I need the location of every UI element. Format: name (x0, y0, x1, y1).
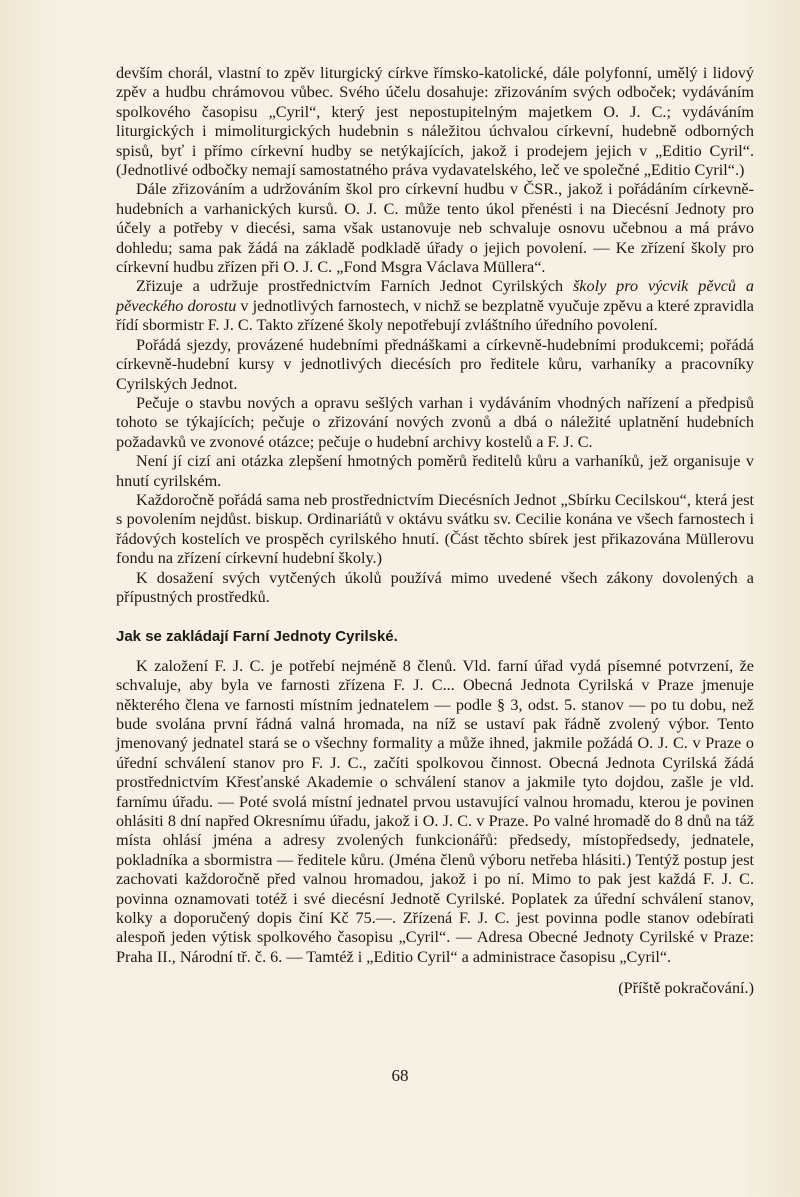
paragraph-means: K dosažení svých vytčených úkolů používá mimo uvedené všech zákony dovolených a přípustných prostředků. (116, 568, 754, 606)
paragraph-congresses: Pořádá sjezdy, provázené hudebními přednáškami a církevně-hudebními produkcemi; pořádá církevně-hudební kursy v jednotlivých diecésích pro ředitele kůru, varhaníky a pracovníky Cyrilských Jednot. (116, 335, 754, 393)
paragraph-wages: Není jí cizí ani otázka zlepšení hmotných poměrů ředitelů kůru a varhaníků, jež organisuje v hnutí cyrilském. (116, 452, 754, 490)
paragraph-parish-schools (116, 277, 754, 335)
page-number: 68 (391, 1066, 409, 1085)
paragraph-intro: devším chorál, vlastní to zpěv liturgický církve římsko-katolické, dále polyfonní, umělý i lidový zpěv a hudbu chrámovou vůbec. Svého účelu dosahuje: zřizováním svých odboček; vydáváním spolkového časopisu „Cyril“, který jest nepostupitelným majetkem O. J. C.; vydáváním liturgických i mimoliturgických hudebnin s náležitou úchvalou církevní, hudebně odborných spisů, byť i přímo církevní hudby se netýkajících, jakož i prodejem jejich v „Editio Cyril“. (Jednotlivé odbočky nemají samostatného práva vydavatelského, leč ve společné „Editio Cyril“.) (116, 64, 754, 180)
text-run: v jednotlivých farnostech, v nichž se bezplatně vyučuje zpěvu a které zpravidla řídí sbormistr F. J. C. Takto zřízené školy nepotřebují zvláštního úředního povolení. (116, 296, 754, 335)
paragraph-schools: Dále zřizováním a udržováním škol pro církevní hudbu v ČSR., jakož i pořádáním církevně-hudebních a varhanických kursů. O. J. C. může tento úkol přenésti i na Diecésní Jednoty pro účely a potřeby v diecési, sama však ustanovuje neb schvaluje osnovu učebnou a má právo dohledu; sama pak žádá na základě podkladě úřady o jejich povolení. — Ke zřízení školy pro církevní hudbu zřízen při O. J. C. „Fond Msgra Václava Müllera“. (116, 180, 754, 277)
section-heading: Jak se zakládají Farní Jednoty Cyrilské. (116, 628, 398, 646)
page-body (116, 64, 754, 999)
text-run: Zřizuje a udržuje prostřednictvím Farních Jednot Cyrilských (136, 277, 573, 296)
paragraph-organs: Pečuje o stavbu nových a opravu sešlých varhan i vydáváním vhodných nařízení a předpisů tohoto se týkajících; pečuje o zřizování nových zvonů a dbá o náležité uplatnění hudebních požadavků ve zvonové otázce; pečuje o hudební archivy kostelů a F. J. C. (116, 393, 754, 451)
paragraph-founding: K založení F. J. C. je potřebí nejméně 8 členů. Vld. farní úřad vydá písemné potvrzení, že schvaluje, aby byla ve farnosti zřízena F. J. C... Obecná Jednota Cyrilská v Praze jmenuje některého člena ve farnosti místním jednatelem — podle § 3, odst. 5. stanov — po tu dobu, než bude svolána první řádná valná hromada, na níž se ustaví pak řádně zvolený výbor. Tento jmenovaný jednatel stará se o všechny formality a může ihned, jakmile požádá O. J. C. v Praze o úřední schválení stanov pro F. J. C., začíti spolkovou činnost. Obecná Jednota Cyrilská žádá prostřednictvím Křesťanské Akademie o schválení stanov a jakmile tyto dojdou, zašle je vld. farnímu úřadu. — Poté svolá místní jednatel prvou ustavující valnou hromadu, kterou je povinen ohlásiti 8 dní napřed Okresnímu úřadu, jakož i O. J. C. v Praze. Po valné hromadě do 8 dnů na táž místa ohlásí jména a adresy zvolených funkcionářů: předsedy, místopředsedy, jednatele, pokladníka a sbormistra — ředitele kůru. (Jména členů výboru netřeba hlásiti.) Tentýž postup jest zachovati každoročně před valnou hromadou, jakož i po ní. Mimo to pak jest každá F. J. C. povinna oznamovati totéž i své diecésní Jednotě Cyrilské. Poplatek za úřední schválení stanov, kolky a doporučený dopis činí Kč 75.—. Zřízená F. J. C. jest povinna podle stanov odebírati alespoň jeden výtisk spolkového časopisu „Cyril“. — Adresa Obecné Jednoty Cyrilské v Praze: Praha II., Národní tř. č. 6. — Tamtéž i „Editio Cyril“ a administrace časopisu „Cyril“. (116, 656, 754, 966)
continued-note: (Příště pokračování.) (618, 979, 754, 998)
paragraph-collection: Každoročně pořádá sama neb prostřednictvím Diecésních Jednot „Sbírku Cecilskou“, která jest s povolením nejdůst. biskup. Ordinariátů v oktávu svátku sv. Cecilie konána ve všech farnostech i řádových kostelích ve prospěch cyrilského hnutí. (Část těchto sbírek jest přikazována Müllerovu fondu na zřízení církevní hudební školy.) (116, 490, 754, 568)
italic-phrase: školy pro výcvik pěvců a pěveckého dorostu (116, 277, 754, 315)
